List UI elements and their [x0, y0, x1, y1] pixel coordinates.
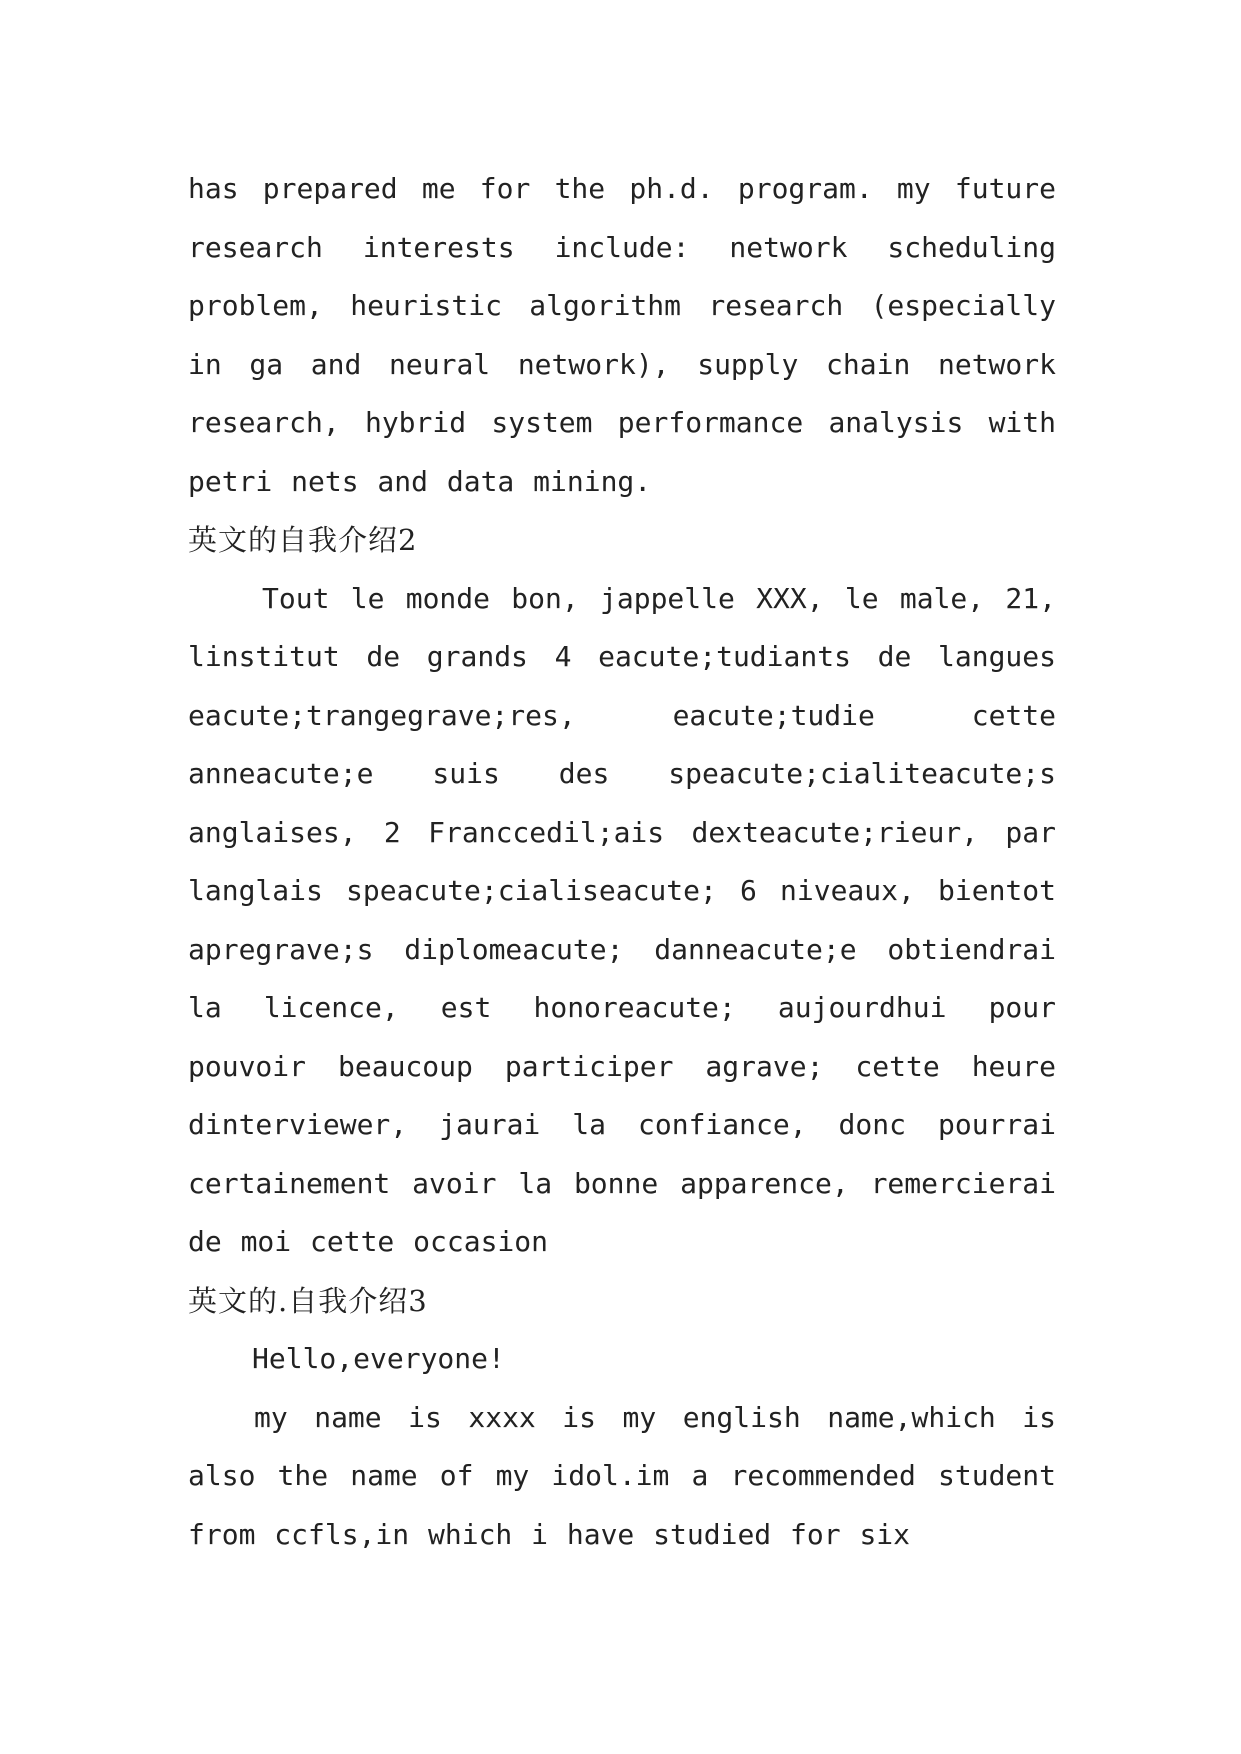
section-heading-2: 英文的自我介绍2	[188, 523, 418, 557]
paragraph-french-intro: Tout le monde bon, jappelle XXX, le male, 21, linstitut de grands 4 eacute;tudiants de langues eacute;trangegrave;res, eacute;tudie cette anneacute;e suis des speacute;cialiteacute;s anglaises, 2 Franccedil;ais dexteacute;rieur, par langlais speacute;cialiseacute; 6 niveaux, bientot apregrave;s diplomeacute; danneacute;e obtiendrai la licence, est honoreacute; aujourdhui pour pouvoir beaucoup participer agrave; cette heure dinterviewer, jaurai la confiance, donc pourrai certainement avoir la bonne apparence, remercierai de moi cette occasion	[188, 581, 1056, 1258]
greeting-line: Hello,everyone!	[252, 1342, 505, 1375]
paragraph-research-interests: has prepared me for the ph.d. program. my future research interests include: network scheduling problem, heuristic algorithm research (especially in ga and neural network), supply chain network research, hybrid system performance analysis with petri nets and data mining.	[188, 172, 1056, 498]
document-page	[188, 160, 1056, 1564]
paragraph-english-intro: my name is xxxx is my english name,which is also the name of my idol.im a recommended student from ccfls,in which i have studied for six	[188, 1400, 1056, 1551]
section-heading-3: 英文的.自我介绍3	[188, 1283, 428, 1318]
